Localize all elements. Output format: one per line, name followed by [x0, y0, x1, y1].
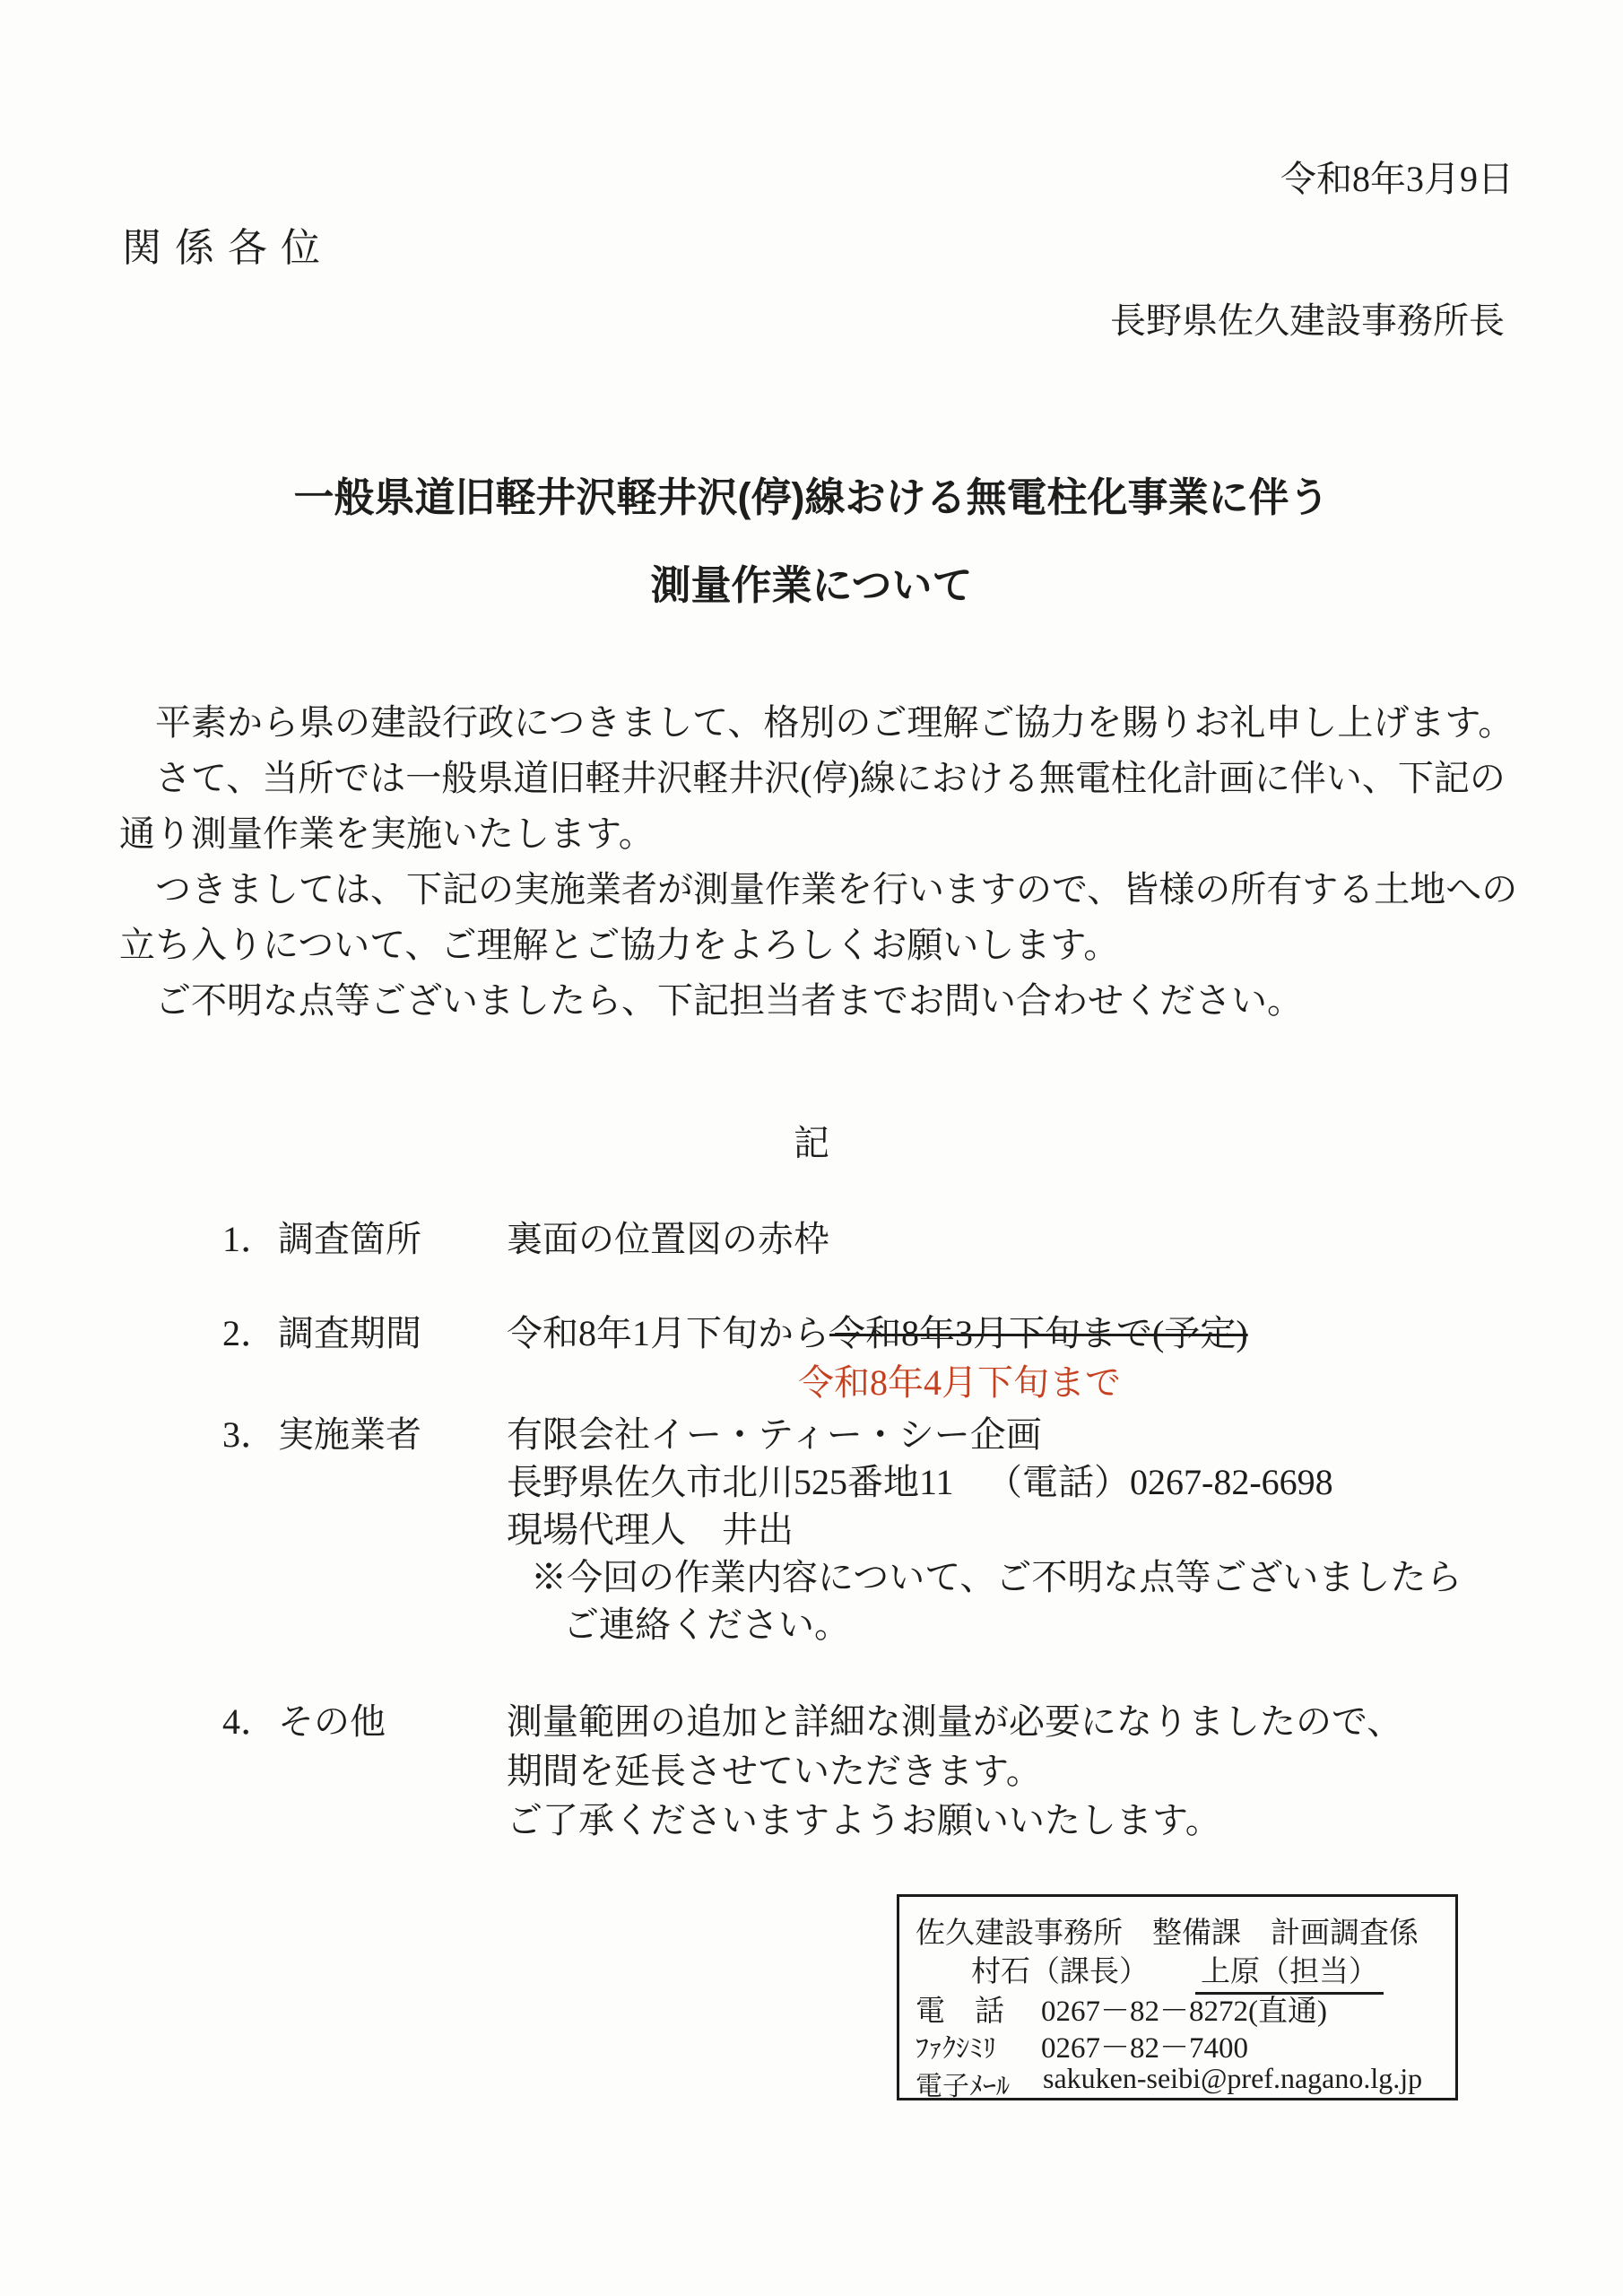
item4-label: その他	[278, 1701, 386, 1742]
contact-department: 佐久建設事務所 整備課 計画調査係	[916, 1918, 1419, 1950]
title-line-1: 一般県道旧軽井沢軽井沢(停)線おける無電柱化事業に伴う	[293, 474, 1330, 520]
period-struck-text: 令和8年3月下旬まで(予定)	[829, 1313, 1248, 1353]
document-title	[0, 465, 1623, 611]
other-line2: 期間を延長させていただきます。	[507, 1751, 1042, 1791]
title-line-2: 測量作業について	[650, 562, 973, 608]
contact-fax-value: 0267－82－7400	[1041, 2032, 1248, 2065]
contact-email-value: sakuken-seibi@pref.nagano.lg.jp	[1043, 2062, 1423, 2094]
contractor-company: 有限会社イー・ティー・シー企画	[507, 1414, 1042, 1455]
contact-manager: 村石（課長）	[971, 1956, 1149, 1988]
sender-line: 長野県佐久建設事務所長	[1110, 300, 1505, 341]
item-survey-location	[222, 1211, 829, 1262]
body-text	[119, 695, 1541, 1029]
contact-info-box	[897, 1894, 1458, 2100]
item2-label: 調査期間	[278, 1313, 421, 1353]
contact-tel-label: 電 話	[916, 1996, 1004, 2028]
period-revised-text: 令和8年4月下旬まで	[798, 1362, 1121, 1403]
paragraph-request: つきましては、下記の実施業者が測量作業を行いますので、皆様の所有する土地への立ち入りについて、ご理解とご協力をよろしくお願いします。	[119, 869, 1518, 965]
item1-label: 調査箇所	[278, 1219, 421, 1259]
contact-fax-label: ﾌｧｸｼﾐﾘ	[916, 2034, 996, 2064]
item4-number: 4．	[222, 1701, 276, 1742]
recipient-line: 関 係 各 位	[122, 226, 322, 270]
contact-email-label: 電子ﾒｰﾙ	[916, 2072, 1010, 2101]
paragraph-greeting: 平素から県の建設行政につきまして、格別のご理解ご協力を賜りお礼申し上げます。	[155, 702, 1515, 743]
item3-label: 実施業者	[278, 1414, 421, 1455]
item2-number: 2．	[222, 1313, 276, 1353]
item1-number: 1．	[222, 1219, 276, 1259]
period-from-text: 令和8年1月下旬から	[507, 1313, 829, 1353]
item2-content	[507, 1305, 1248, 1356]
item-survey-period	[222, 1305, 1248, 1356]
issue-date: 令和8年3月9日	[1280, 159, 1514, 199]
contractor-address: 長野県佐久市北川525番地11	[507, 1462, 954, 1502]
contact-staff-underlined: 上原（担当）	[1195, 1948, 1384, 1995]
paragraph-purpose: さて、当所では一般県道旧軽井沢軽井沢(停)線における無電柱化計画に伴い、下記の通り測量作業を実施いたします。	[119, 758, 1506, 854]
item-contractor	[222, 1406, 1042, 1457]
item1-content: 裏面の位置図の赤枠	[507, 1219, 829, 1259]
item3-number: 3．	[222, 1414, 276, 1455]
other-line3: ご了承くださいますようお願いいたします。	[507, 1800, 1221, 1840]
contractor-phone: （電話）0267-82-6698	[986, 1462, 1333, 1502]
item-other	[222, 1693, 1403, 1744]
contractor-site-agent: 現場代理人 井出	[507, 1509, 794, 1550]
contractor-note-line2: ご連絡ください。	[563, 1605, 850, 1645]
contact-tel-value: 0267－82－8272(直通)	[1041, 1996, 1327, 2028]
contractor-note-line1: ※今回の作業内容について、ご不明な点等ございましたら	[531, 1557, 1462, 1597]
record-marker: 記	[794, 1123, 829, 1163]
other-line1: 測量範囲の追加と詳細な測量が必要になりましたので、	[507, 1701, 1403, 1742]
paragraph-contact: ご不明な点等ございましたら、下記担当者までお問い合わせください。	[155, 980, 1303, 1021]
